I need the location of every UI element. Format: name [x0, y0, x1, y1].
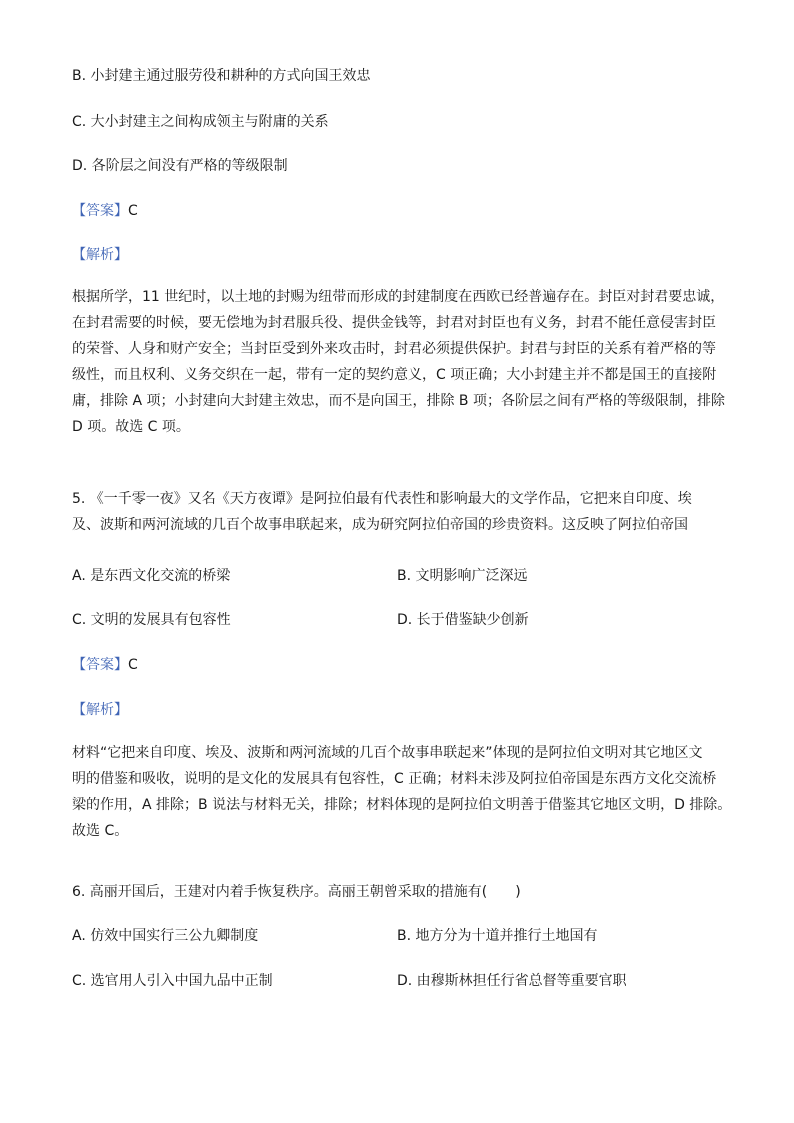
q6-stem: 6. 高丽开国后，王建对内着手恢复秩序。高丽王朝曾采取的措施有( ) [72, 884, 521, 900]
q5-option-d: D. 长于借鉴缺少创新 [397, 612, 529, 628]
stem-line: 及、波斯和两河流域的几百个故事串联起来，成为研究阿拉伯帝国的珍贵资料。这反映了阿拉伯帝国 [72, 517, 688, 533]
analysis-line: 的荣誉、人身和财产安全；当封臣受到外来攻击时，封君必须提供保护。封君与封臣的关系有着严格的等 [72, 341, 716, 357]
analysis-line: 故选 C。 [72, 823, 129, 839]
analysis-line: 材料“它把来自印度、埃及、波斯和两河流域的几百个故事串联起来”体现的是阿拉伯文明对其它地区文 [72, 745, 703, 761]
q6-option-b: B. 地方分为十道并推行土地国有 [397, 928, 598, 944]
stem-line: 5. 《一千零一夜》又名《天方夜谭》是阿拉伯最有代表性和影响最大的文学作品，它把来自印度、埃 [72, 491, 692, 507]
q5-option-c: C. 文明的发展具有包容性 [72, 612, 231, 628]
analysis-line: 在封君需要的时候，要无偿地为封君服兵役、提供金钱等，封君对封臣也有义务，封君不能任意侵害封臣 [72, 315, 716, 331]
q6-option-d: D. 由穆斯林担任行省总督等重要官职 [397, 973, 627, 989]
q4-option-b: B. 小封建主通过服劳役和耕种的方式向国王效忠 [72, 68, 371, 84]
answer-tag: 【答案】 [72, 203, 128, 219]
answer-tag: 【答案】 [72, 657, 128, 673]
q5-analysis-heading [72, 700, 128, 720]
q5-answer [72, 655, 138, 675]
analysis-line: 级性，而且权利、义务交织在一起，带有一定的契约意义，C 项正确；大小封建主并不都是国王的直接附 [72, 367, 717, 383]
analysis-line: 梁的作用，A 排除；B 说法与材料无关，排除；材料体现的是阿拉伯文明善于借鉴其它地区文明，D 排除。 [72, 797, 732, 813]
q5-option-a: A. 是东西文化交流的桥梁 [72, 568, 231, 584]
q4-option-c: C. 大小封建主之间构成领主与附庸的关系 [72, 114, 329, 130]
analysis-line: 庸，排除 A 项；小封建向大封建主效忠，而不是向国王，排除 B 项；各阶层之间有严格的等级限制，排除 [72, 393, 725, 409]
analysis-line: 根据所学，11 世纪时，以土地的封赐为纽带而形成的封建制度在西欧已经普遍存在。封臣对封君要忠诚， [72, 289, 725, 305]
q5-option-b: B. 文明影响广泛深远 [397, 568, 528, 584]
analysis-tag: 【解析】 [72, 702, 128, 718]
q4-option-d: D. 各阶层之间没有严格的等级限制 [72, 158, 288, 174]
q5-stem [72, 486, 722, 538]
q4-analysis-text [72, 284, 725, 440]
q4-analysis-heading [72, 245, 128, 265]
q6-option-c: C. 选官用人引入中国九品中正制 [72, 973, 273, 989]
q4-answer [72, 201, 138, 221]
q6-option-a: A. 仿效中国实行三公九卿制度 [72, 928, 259, 944]
analysis-line: D 项。故选 C 项。 [72, 419, 190, 435]
analysis-tag: 【解析】 [72, 247, 128, 263]
analysis-line: 明的借鉴和吸收，说明的是文化的发展具有包容性，C 正确；材料未涉及阿拉伯帝国是东西方文化交流桥 [72, 771, 717, 787]
q5-analysis-text [72, 740, 732, 844]
answer-value: C [128, 657, 138, 673]
answer-value: C [128, 203, 138, 219]
